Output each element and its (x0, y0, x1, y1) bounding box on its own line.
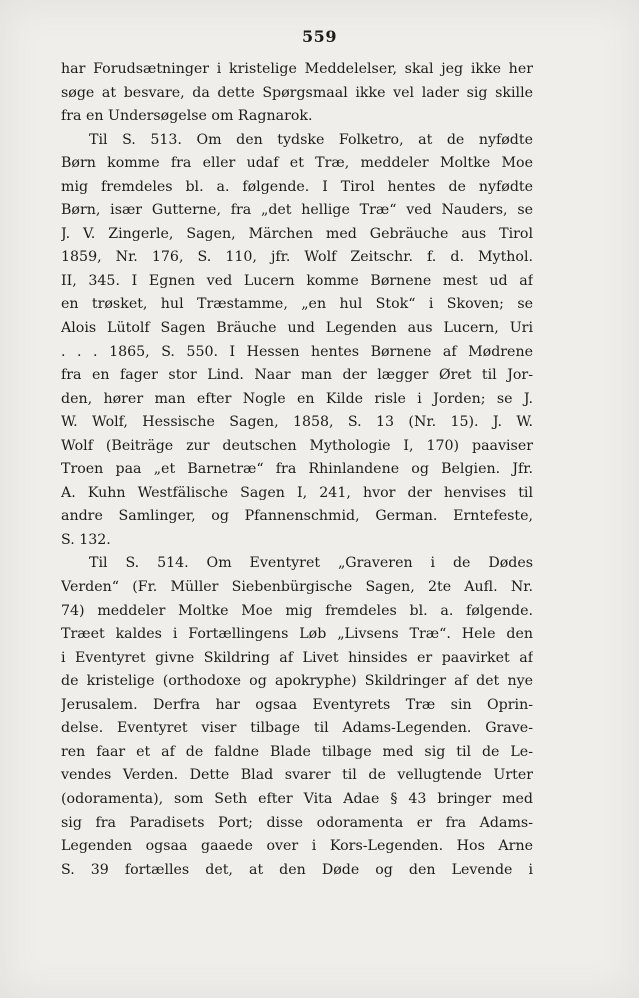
text-line: Børn komme fra eller udaf et Træ, meddeler Moltke Moe (61, 155, 533, 172)
text-line: Verden“ (Fr. Müller Siebenbürgische Sagen, 2te Aufl. Nr. (61, 579, 533, 596)
text-line: de kristelige (orthodoxe og apokryphe) Skildringer af det nye (61, 673, 533, 690)
body-text (61, 58, 533, 882)
text-line: andre Samlinger, og Pfannenschmid, German. Erntefeste, (61, 508, 533, 525)
text-line: Alois Lütolf Sagen Bräuche und Legenden aus Lucern, Uri (61, 320, 533, 337)
text-line: Træet kaldes i Fortællingens Løb „Livsens Træ“. Hele den (61, 626, 533, 643)
text-line: . . . 1865, S. 550. I Hessen hentes Børnene af Mødrene (61, 343, 533, 360)
text-line: søge at besvare, da dette Spørgsmaal ikke vel lader sig skille (61, 84, 533, 101)
text-line: 74) meddeler Moltke Moe mig fremdeles bl. a. følgende. (61, 602, 533, 619)
text-line: Jerusalem. Derfra har ogsaa Eventyrets Træ sin Oprin- (61, 696, 533, 713)
page-number: 559 (302, 27, 337, 46)
text-line: ren faar et af de faldne Blade tilbage med sig til de Le- (61, 743, 533, 760)
text-line: delse. Eventyret viser tilbage til Adams-Legenden. Grave- (61, 720, 533, 737)
text-line: (odoramenta), som Seth efter Vita Adae § 43 bringer med (61, 790, 533, 807)
text-line: Wolf (Beiträge zur deutschen Mythologie I, 170) paaviser (61, 437, 533, 454)
text-line: den, hører man efter Nogle en Kilde risle i Jorden; se J. (61, 390, 533, 407)
text-line: sig fra Paradisets Port; disse odoramenta er fra Adams- (61, 814, 533, 831)
text-line: Til S. 514. Om Eventyret „Graveren i de Dødes (89, 555, 533, 572)
text-line: Troen paa „et Barnetræ“ fra Rhinlandene og Belgien. Jfr. (61, 461, 533, 478)
text-line: har Forudsætninger i kristelige Meddelelser, skal jeg ikke her (61, 61, 533, 77)
text-line: fra en fager stor Lind. Naar man der lægger Øret til Jor- (61, 367, 533, 384)
text-line: vendes Verden. Dette Blad svarer til de vellugtende Urter (61, 767, 533, 784)
text-line: Børn, især Gutterne, fra „det hellige Træ“ ved Nauders, se (61, 202, 533, 219)
text-line: i Eventyret givne Skildring af Livet hinsides er paavirket af (61, 649, 533, 666)
text-line: A. Kuhn Westfälische Sagen I, 241, hvor der henvises til (61, 484, 533, 501)
text-line: S. 39 fortælles det, at den Døde og den Levende i (61, 861, 533, 878)
text-line: mig fremdeles bl. a. følgende. I Tirol hentes de nyfødte (61, 178, 533, 195)
text-line: W. Wolf, Hessische Sagen, 1858, S. 13 (Nr. 15). J. W. (61, 414, 533, 431)
text-line: S. 132. (61, 531, 111, 548)
text-line: fra en Undersøgelse om Ragnarok. (61, 108, 313, 125)
text-line: en trøsket, hul Træstamme, „en hul Stok“ i Skoven; se (61, 296, 533, 313)
text-line: 1859, Nr. 176, S. 110, jfr. Wolf Zeitschr. f. d. Mythol. (61, 249, 533, 266)
text-line: Til S. 513. Om den tydske Folketro, at de nyfødte (89, 131, 533, 148)
text-line: II, 345. I Egnen ved Lucern komme Børnene mest ud af (61, 272, 533, 289)
text-line: Legenden ogsaa gaaede over i Kors-Legenden. Hos Arne (61, 838, 533, 855)
text-line: J. V. Zingerle, Sagen, Märchen med Gebräuche aus Tirol (61, 225, 533, 242)
